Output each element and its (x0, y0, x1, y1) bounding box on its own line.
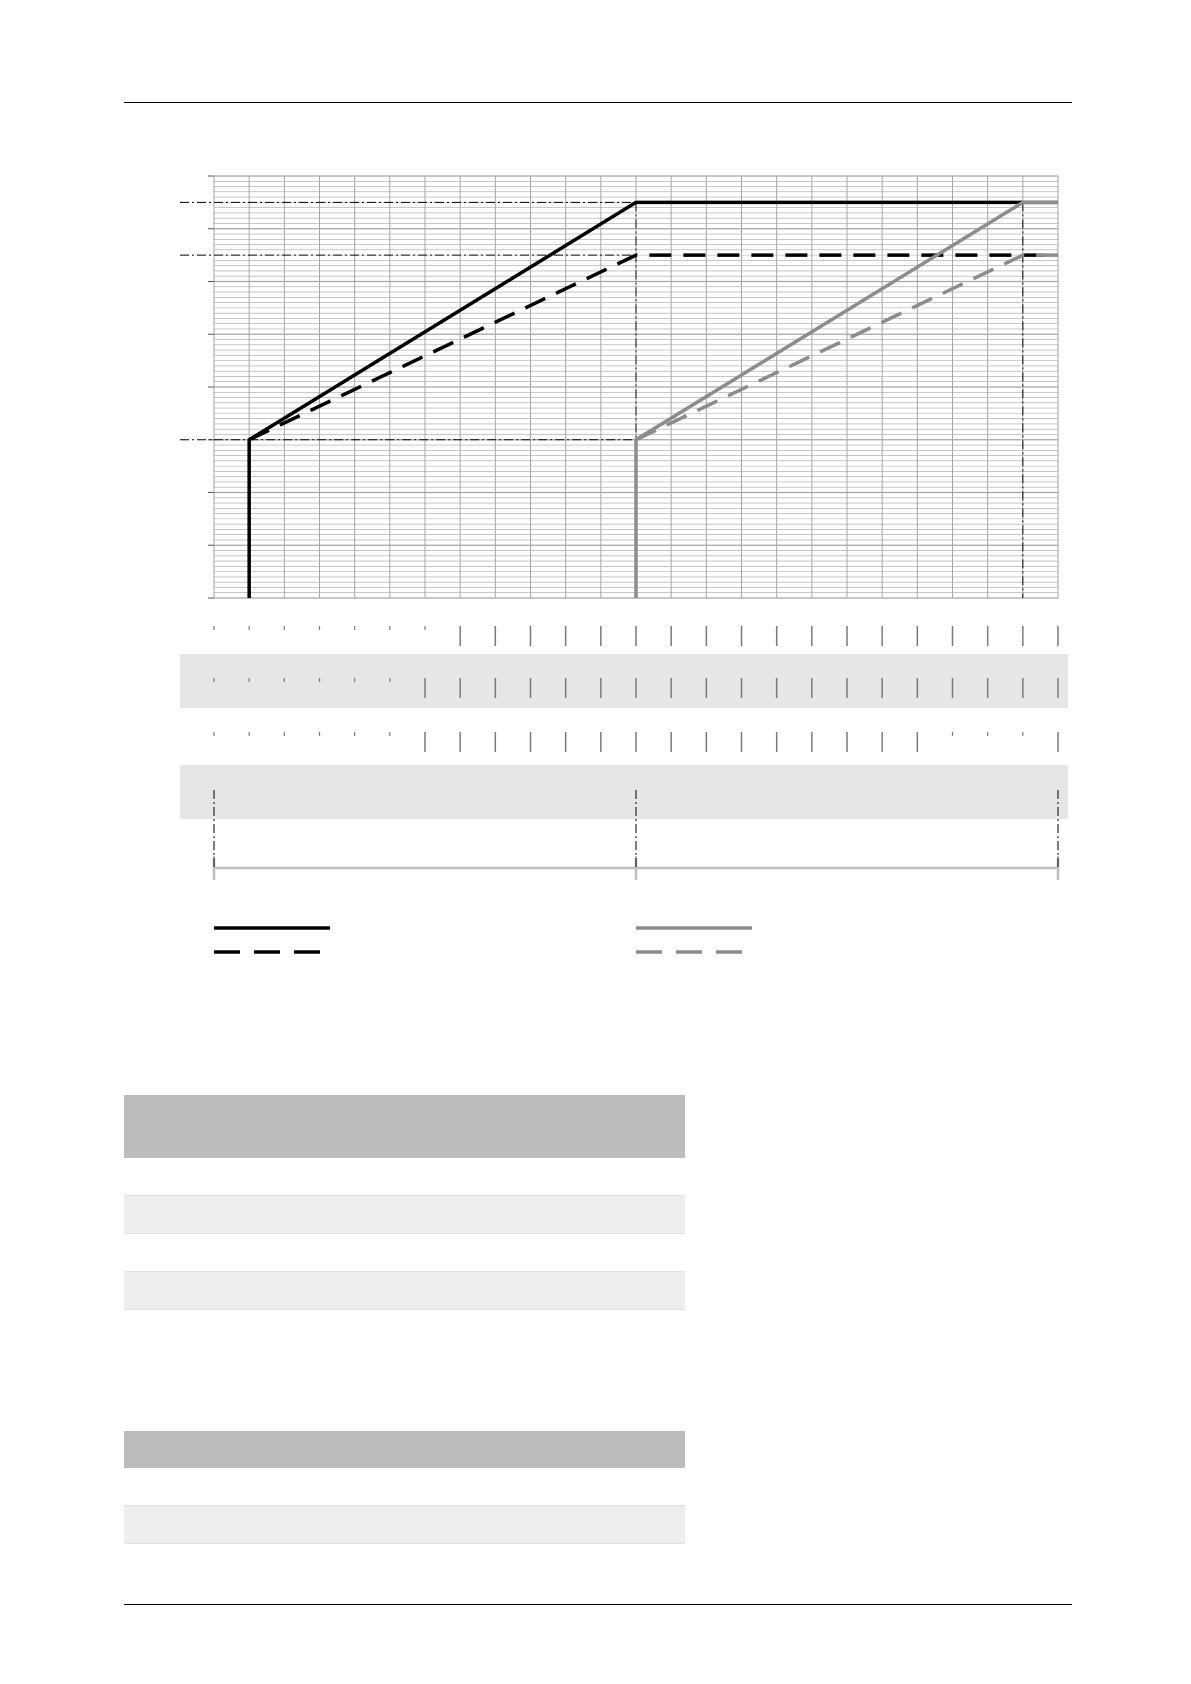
chart-legend (214, 928, 752, 952)
table-2 (124, 1431, 685, 1544)
table-1-row (124, 1234, 685, 1271)
table-1-row (124, 1195, 685, 1234)
table-2-header (124, 1431, 685, 1468)
table-1-header (124, 1095, 685, 1158)
table-2-row (124, 1468, 685, 1505)
timeline-bands (180, 654, 1068, 819)
footer-rule (124, 1604, 1072, 1605)
table-1-row (124, 1158, 685, 1195)
table-1-row (124, 1271, 685, 1310)
table-1 (124, 1095, 685, 1310)
timeline-band (180, 654, 1068, 708)
table-2-row (124, 1505, 685, 1544)
timeline-band (180, 765, 1068, 819)
